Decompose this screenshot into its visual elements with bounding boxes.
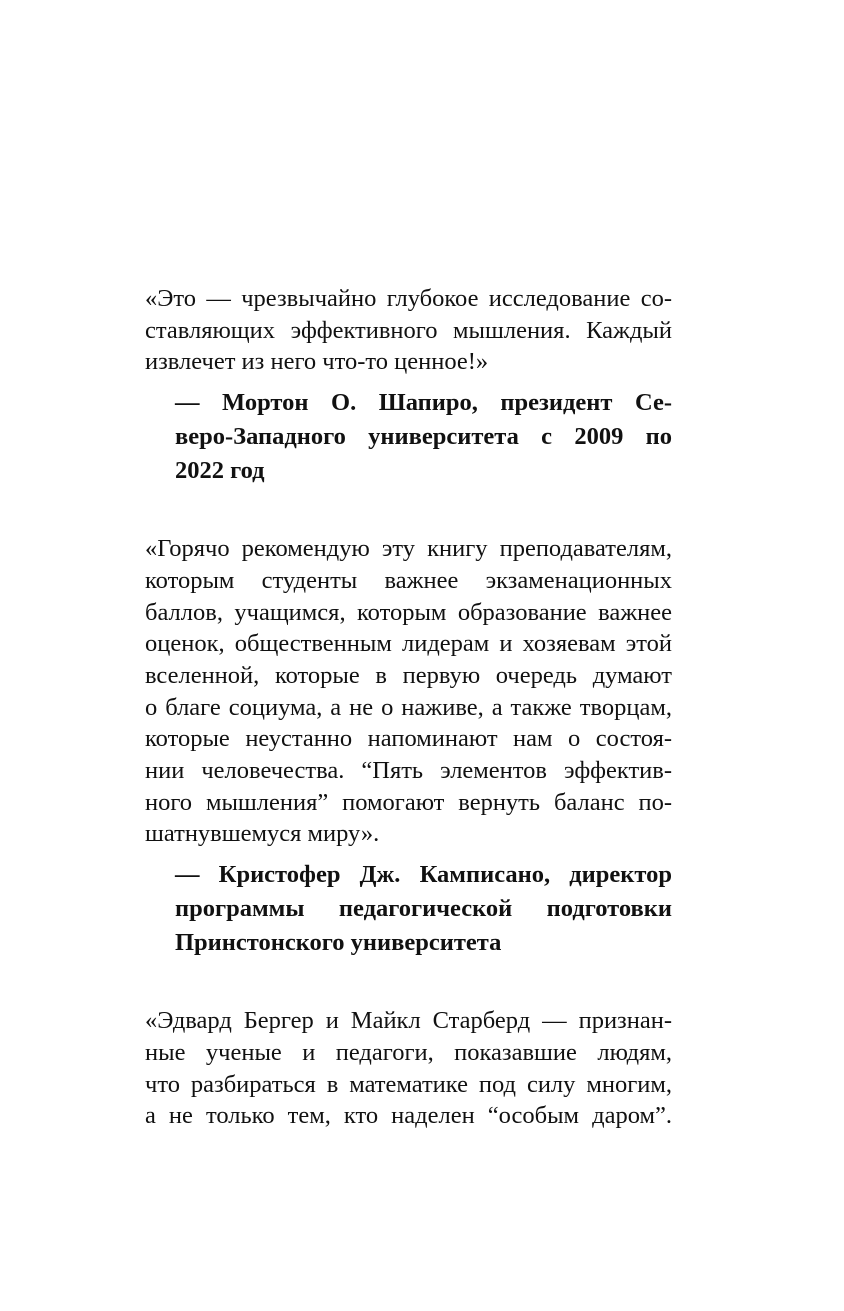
quote-line: баллов, учащимся, которым образование важнее	[145, 598, 672, 626]
quote-line: которые неустанно напоминают нам о состоя-	[145, 725, 672, 753]
quote-line: ные ученые и педагоги, показавшие людям,	[145, 1038, 672, 1066]
endorsement-quote-1	[145, 283, 672, 378]
quote-line: ного мышления” помогают вернуть баланс по-	[145, 788, 672, 816]
attribution-line: 2022 год	[175, 457, 265, 485]
quote-line: шатнувшемуся миру».	[145, 820, 380, 848]
quote-line: «Горячо рекомендую эту книгу преподавателям,	[145, 535, 672, 563]
attribution-line: веро-Западного университета с 2009 по	[175, 423, 672, 451]
attribution-line: — Мортон О. Шапиро, президент Се-	[175, 389, 672, 417]
quote-line: вселенной, которые в первую очередь думают	[145, 661, 672, 689]
endorsement-quote-2	[145, 533, 672, 850]
quote-line: «Это — чрезвычайно глубокое исследование со-	[145, 285, 672, 312]
quote-line: извлечет из него что-то ценное!»	[145, 348, 489, 376]
quote-line: о благе социума, а не о наживе, а также творцам,	[145, 693, 672, 721]
quote-line: ставляющих эффективного мышления. Каждый	[145, 316, 672, 344]
endorsement-attribution-1	[145, 386, 672, 488]
quote-line: а не только тем, кто наделен “особым даром”.	[145, 1102, 672, 1130]
quote-line: оценок, общественным лидерам и хозяевам этой	[145, 630, 672, 658]
endorsements-page	[145, 283, 672, 1132]
endorsement-attribution-2	[145, 858, 672, 960]
quote-line: нии человечества. “Пять элементов эффектив-	[145, 757, 672, 785]
endorsement-quote-3	[145, 1005, 672, 1132]
attribution-line: — Кристофер Дж. Камписано, директор	[175, 861, 672, 889]
quote-line: которым студенты важнее экзаменационных	[145, 566, 672, 594]
attribution-line: Принстонского университета	[175, 929, 502, 957]
quote-line: что разбираться в математике под силу многим,	[145, 1070, 672, 1098]
quote-line: «Эдвард Бергер и Майкл Старберд — признан-	[145, 1007, 672, 1035]
attribution-line: программы педагогической подготовки	[175, 895, 672, 923]
